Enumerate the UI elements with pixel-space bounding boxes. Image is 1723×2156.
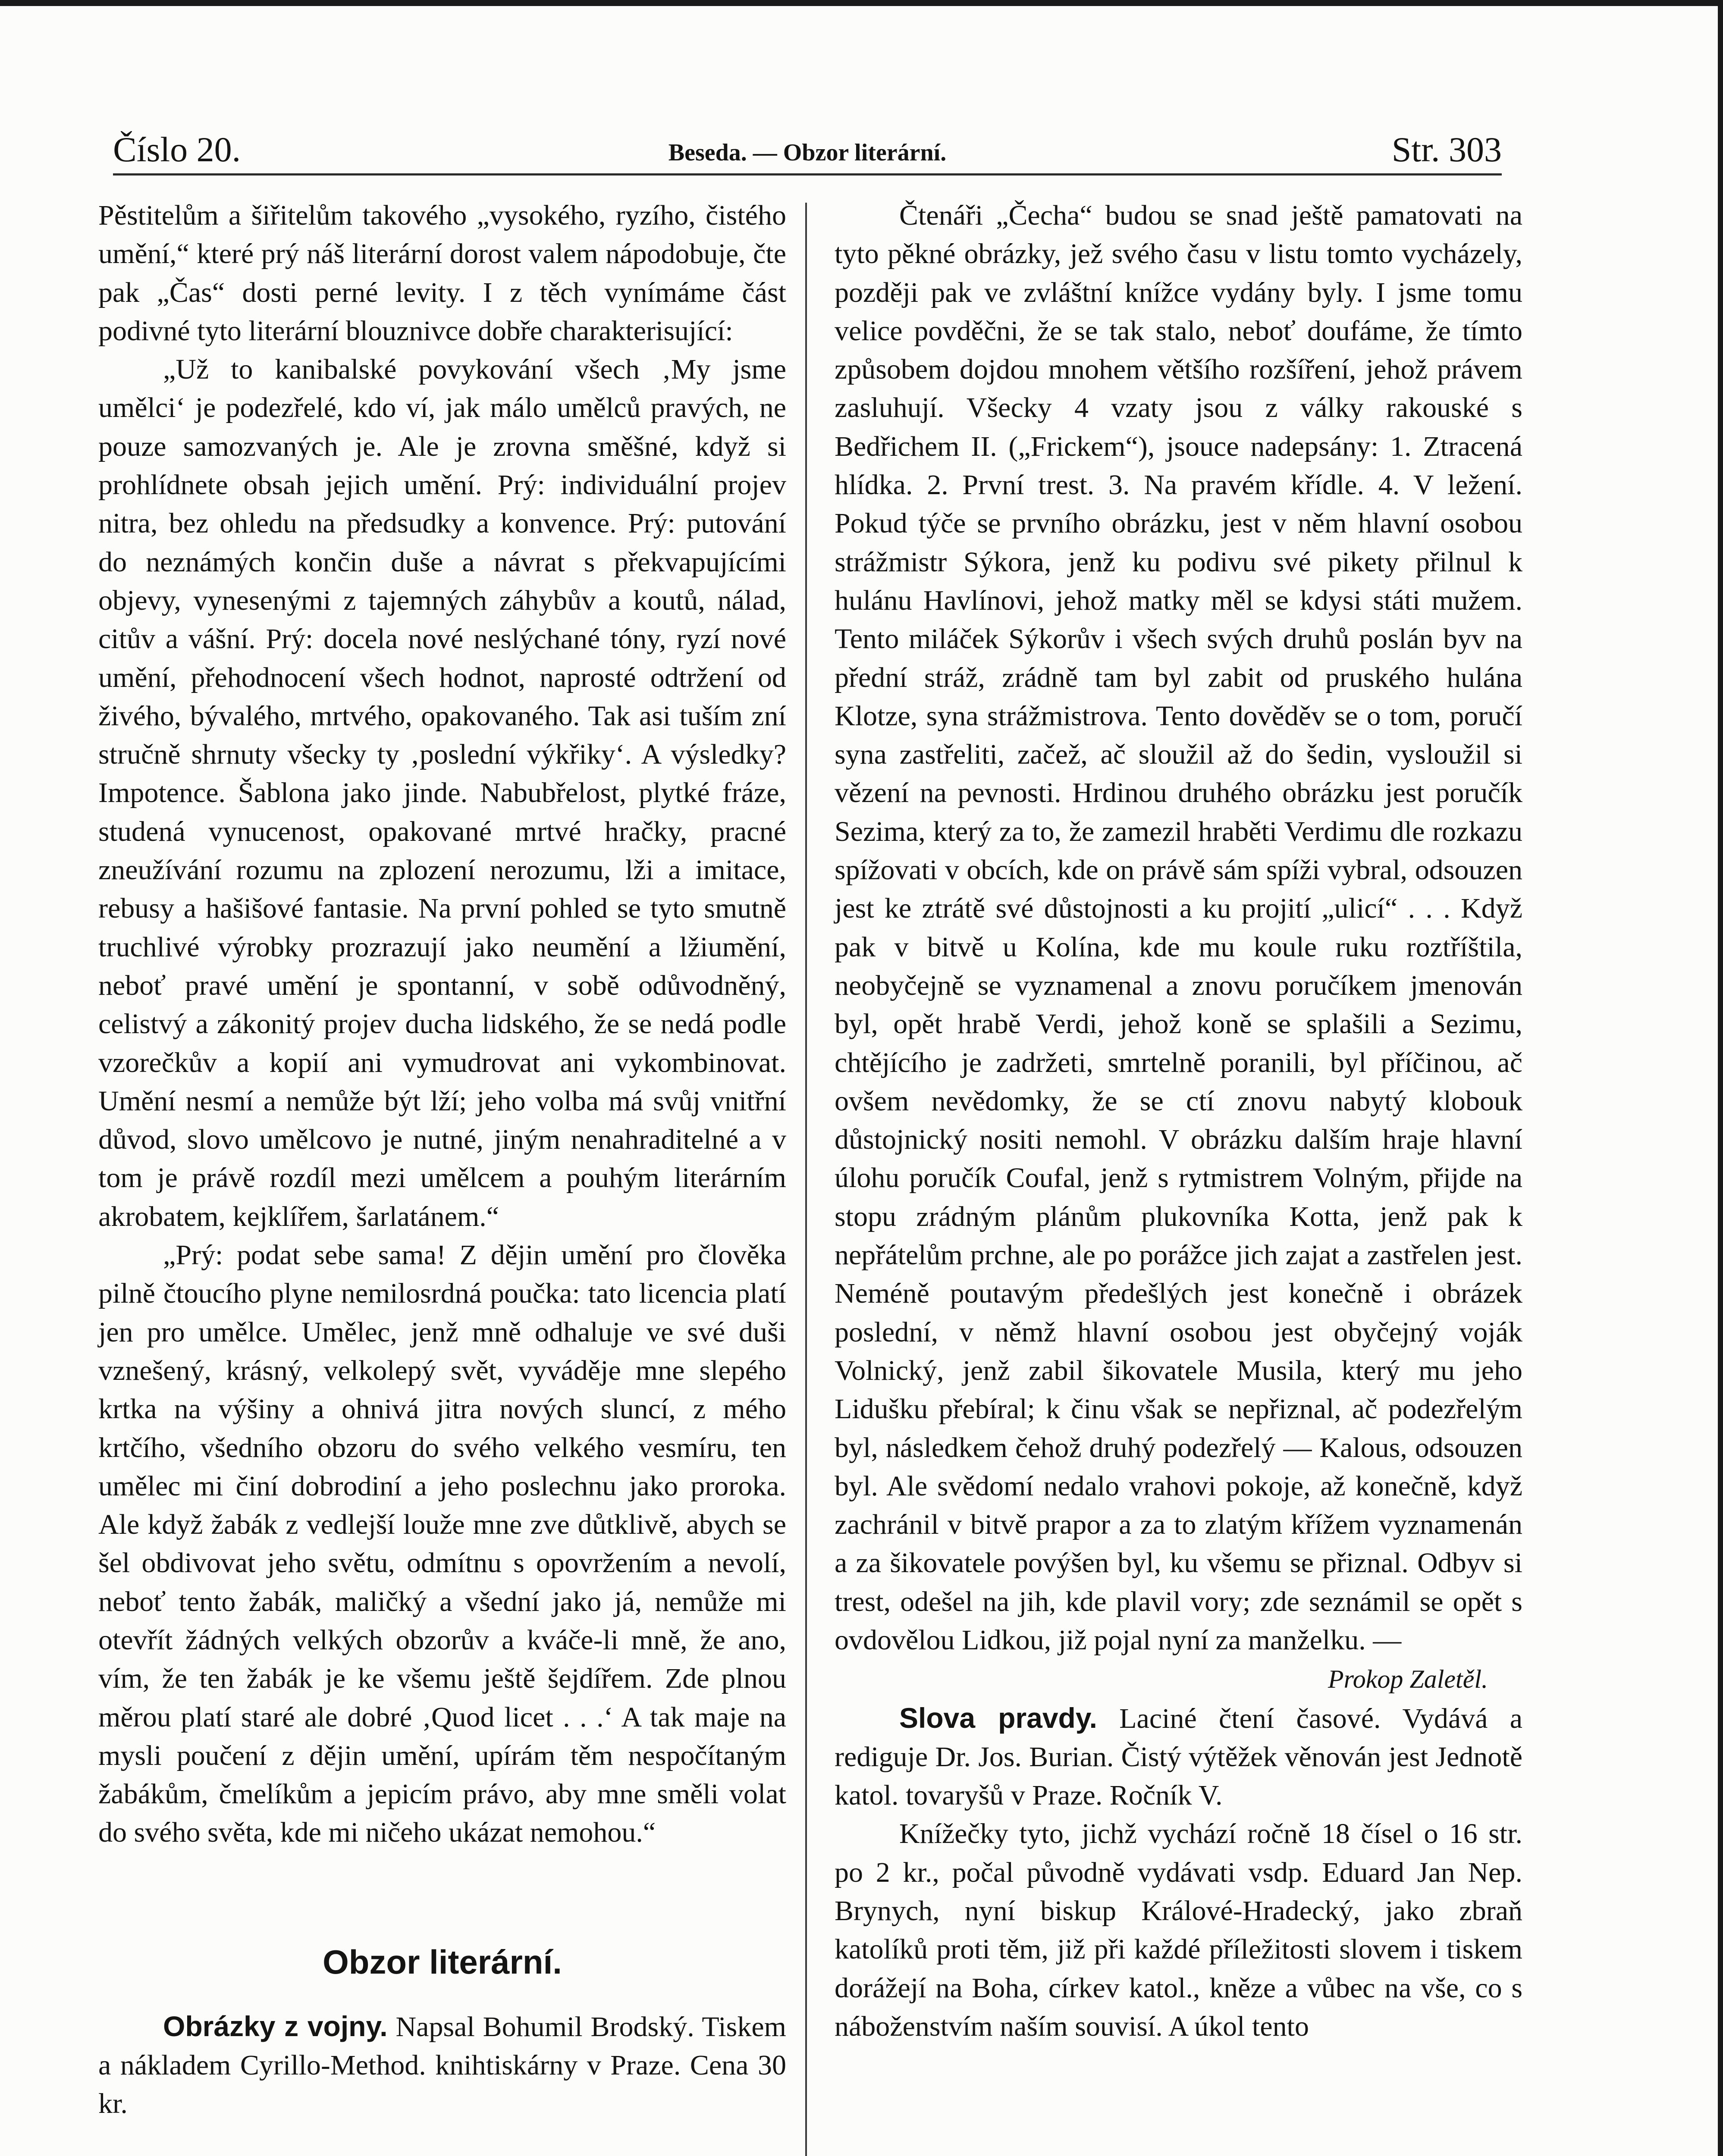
review-title: Slova pravdy. bbox=[899, 1702, 1098, 1734]
left-column bbox=[98, 196, 786, 2123]
column-divider bbox=[805, 203, 807, 2156]
review-text: Napsal Bohumil Brodský. Tiskem a nákladem Cyrillo-Method. knihtiskárny v Praze. Cena 30 kr. bbox=[98, 2011, 786, 2120]
page-number: Str. 303 bbox=[1391, 130, 1502, 169]
issue-number: Číslo 20. bbox=[113, 130, 241, 169]
quoted-paragraph: „Už to kanibalské povykování všech ‚My jsme umělci‘ je podezřelé, kdo ví, jak málo umělců pravých, ne pouze samozvaných je. Ale je zrovna směšné, když si prohlídnete obsah jejich umění. Prý: individuální projev nitra, bez ohledu na předsudky a konvence. Prý: putování do neznámých končin duše a návrat s překvapujícími objevy, vynesenými z tajemných záhybův a koutů, nálad, citův a vášní. Prý: docela nové neslýchané tóny, ryzí nové umění, přehodnocení všech hodnot, naprosté odtržení od živého, bývalého, mrtvého, opakovaného. Tak asi tuším zní stručně shrnuty všecky ty ‚poslední výkřiky‘. A výsledky? Impotence. Šablona jako jinde. Nabubřelost, plytké fráze, studená vynucenost, opakované mrtvé hračky, pracné zneužívání rozumu na zplození nerozumu, lži a imitace, rebusy a hašišové fantasie. Na první pohled se tyto smutně truchlivé výrobky prozrazují jako neumění a lžiumění, neboť pravé umění je spontanní, v sobě odůvodněný, celistvý a zákonitý projev ducha lidského, že se nedá podle vzorečkův a kopií ani vymudrovat ani vykombinovat. Umění nesmí a nemůže být lží; jeho volba má svůj vnitřní důvod, slovo umělcovo je nutné, jiným nenahraditelné a v tom je právě rozdíl mezi umělcem a pouhým literárním akrobatem, kejklířem, šarlatánem.“ bbox=[98, 354, 786, 1232]
right-column bbox=[835, 196, 1522, 2046]
section-title: Obzor literární. bbox=[323, 1943, 562, 1981]
review-text: Laciné čtení časové. Vydává a rediguje Dr. Jos. Burian. Čistý výtěžek věnován jest Jednotě katol. tovaryšů v Praze. Ročník V. bbox=[835, 1702, 1522, 1811]
scan-border-right bbox=[1718, 0, 1723, 2156]
page-header bbox=[113, 121, 1502, 185]
paragraph: Pěstitelům a šiřitelům takového „vysokého, ryzího, čistého umění,“ které prý náš literární dorost valem nápodobuje, čte pak „Čas“ dosti perné levity. I z těch vynímáme část podivné tyto literární blouznivce dobře charakterisující: bbox=[98, 200, 786, 347]
author-signature bbox=[835, 1659, 1522, 1698]
review-title: Obrázky z vojny. bbox=[163, 2010, 388, 2042]
running-title: Beseda. — Obzor literární. bbox=[668, 139, 947, 166]
signature-text: Prokop Zaletěl. bbox=[1328, 1665, 1488, 1694]
scan-border-top bbox=[0, 0, 1723, 6]
quoted-paragraph: „Prý: podat sebe sama! Z dějin umění pro člověka pilně čtoucího plyne nemilosrdná poučka: tato licencia platí jen pro umělce. Umělec, jenž mně odhaluje ve své duši vznešený, krásný, velkolepý svět, vyváděje mne slepého krtka na výšiny a ohnivá jitra nových sluncí, z mého krtčího, všedního obzoru do svého velkého vesmíru, ten umělec mi činí dobrodiní a jeho poslechnu jako proroka. Ale když žabák z vedlejší louže mne zve důtklivě, abych se šel obdivovat jeho světu, odmítnu s opovržením a nevolí, neboť tento žabák, maličký a všední jako já, nemůže mi otevřít žádných velkých obzorův a kváče-li mně, že ano, vím, že ten žabák je ke všemu ještě šejdířem. Zde plnou měrou platí staré ale dobré ‚Quod licet . . .‘ A tak maje na mysli poučení z dějin umění, upírám těm nespočítaným žabákům, čmelíkům a jepicím právo, aby mne směli volat do svého světa, kde mi ničeho ukázat nemohou.“ bbox=[98, 1239, 786, 1849]
review-entry bbox=[835, 1699, 1522, 1815]
review-entry bbox=[98, 2007, 786, 2123]
header-rule bbox=[113, 173, 1502, 175]
paragraph: Knížečky tyto, jichž vychází ročně 18 čísel o 16 str. po 2 kr., počal původně vydávati vsdp. Eduard Jan Nep. Brynych, nyní biskup Králové-Hradecký, jako zbraň katolíků proti těm, již při každé příležitosti slovem i tiskem dorážejí na Boha, církev katol., kněze a vůbec na vše, co s náboženstvím naším souvisí. A úkol tento bbox=[835, 1818, 1522, 2042]
paragraph: Čtenáři „Čecha“ budou se snad ještě pamatovati na tyto pěkné obrázky, jež svého času v listu tomto vycházely, později pak ve zvláštní knížce vydány byly. I jsme tomu velice povděčni, že se tak stalo, neboť doufáme, že tímto způsobem dojdou mnohem většího rozšíření, jehož právem zasluhují. Všecky 4 vzaty jsou z války rakouské s Bedřichem II. („Frickem“), jsouce nadepsány: 1. Ztracená hlídka. 2. První trest. 3. Na pravém křídle. 4. V ležení. Pokud týče se prvního obrázku, jest v něm hlavní osobou strážmistr Sýkora, jenž ku podivu své pikety přilnul k hulánu Havlínovi, jehož matky měl se kdysi státi mužem. Tento miláček Sýkorův i všech svých druhů poslán byv na přední stráž, zrádně tam byl zabit od pruského hulána Klotze, syna strážmistrova. Tento dověděv se o tom, poručí syna zastřeliti, začež, ač sloužil až do šedin, vysloužil si vězení na pevnosti. Hrdinou druhého obrázku jest poručík Sezima, který za to, že zamezil hraběti Verdimu dle rozkazu spížovati v obcích, kde on právě sám spíži vybral, odsouzen jest ke ztrátě své důstojnosti a ku projití „ulicí“ . . . Když pak v bitvě u Kolína, kde mu koule ruku roztříštila, neobyčejně se vyznamenal a znovu poručíkem jmenován byl, opět hrabě Verdi, jehož koně se splašili a Sezimu, chtějícího je zadržeti, smrtelně poranili, byl příčinou, ač ovšem nevědomky, že se ctí znovu nabytý klobouk důstojnický nositi nemohl. V obrázku dalším hraje hlavní úlohu poručík Coufal, jenž s rytmistrem Volným, přijde na stopu zrádným plánům plukovníka Kotta, jenž pak k nepřátelům prchne, ale po porážce jich zajat a zastřelen jest. Neméně poutavým předešlých jest konečně i obrázek poslední, v němž hlavní osobou jest obyčejný voják Volnický, jenž zabil šikovatele Musila, který mu jeho Lidušku přebíral; k činu však se nepřiznal, ač podezřelým byl, následkem čehož druhý podezřelý — Kalous, odsouzen byl. Ale svědomí nedalo vrahovi pokoje, až konečně, když zachránil v bitvě prapor a za to zlatým křížem vyznamenán a za šikovatele povýšen byl, ku všemu se přiznal. Odbyv si trest, odešel na jih, kde plavil vory; zde seznámil se opět s ovdovělou Lidkou, již pojal nyní za manželku. — bbox=[835, 200, 1522, 1656]
